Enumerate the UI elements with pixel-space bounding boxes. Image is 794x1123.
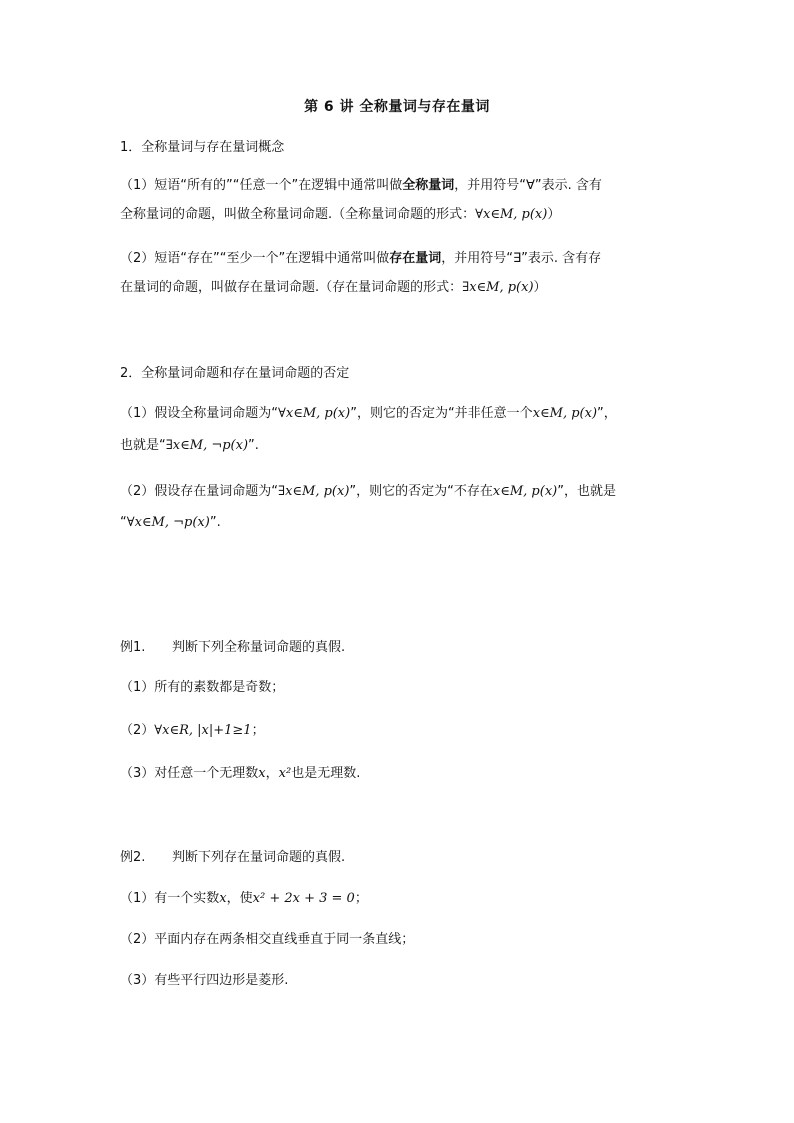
formula: ∀x∈R, |x|+1≥1	[154, 723, 252, 738]
text: “	[120, 515, 127, 530]
formula: x² + 2x + 3 = 0	[252, 891, 355, 906]
section-2-para-1-line-2	[120, 436, 680, 456]
text: ”，则它的否定为“不存在	[349, 484, 493, 499]
text: ；	[251, 723, 265, 738]
page-title: 第 6 讲 全称量词与存在量词	[304, 99, 490, 115]
example-label: 例2.	[120, 850, 146, 865]
example-2-item-3: （3）有些平行四边形是菱形.	[120, 973, 289, 988]
text: ”，	[597, 406, 617, 421]
text: ）	[547, 207, 561, 222]
section-1-para-1-line-1	[120, 176, 680, 196]
text: （2）	[120, 723, 155, 738]
text: ，使	[226, 891, 253, 906]
formula: ∀x∈M, p(x)	[278, 406, 351, 421]
text: （3）对任意一个无理数	[120, 766, 259, 781]
bold-term: 存在量词	[389, 251, 442, 266]
text: ；	[354, 891, 368, 906]
bold-term: 全称量词	[402, 178, 455, 193]
section-1-para-2-line-1	[120, 249, 680, 269]
formula: ∃x∈M, p(x)	[278, 484, 350, 499]
formula: x²	[278, 766, 292, 781]
text: ”，也就是	[557, 484, 616, 499]
formula: ∃x∈M, ¬p(x)	[165, 438, 249, 453]
section-1-para-2-line-2	[120, 278, 680, 298]
section-2-para-2-line-2	[120, 513, 680, 533]
example-1-item-1: （1）所有的素数都是奇数；	[120, 680, 285, 695]
formula: x∈M, p(x)	[532, 406, 598, 421]
section-1-para-1-line-2	[120, 205, 680, 225]
example-1-item-3	[120, 764, 680, 784]
text: （2）短语“存在”“至少一个”在逻辑中通常叫做	[120, 251, 390, 266]
text: （1）有一个实数	[120, 891, 220, 906]
example-prompt: 判断下列存在量词命题的真假.	[172, 850, 346, 865]
formula: x	[219, 891, 227, 906]
example-2-item-2: （2）平面内存在两条相交直线垂直于同一条直线；	[120, 932, 415, 947]
text: ”.	[248, 438, 259, 453]
text: ”.	[209, 515, 221, 530]
example-1-header	[120, 638, 680, 658]
text: （2）假设存在量词命题为“	[120, 484, 279, 499]
text: 也就是“	[120, 438, 166, 453]
formula: x	[258, 766, 266, 781]
text: ，并用符号“∀”表示. 含有	[454, 178, 602, 193]
section-2-heading: 2．全称量词命题和存在量词命题的否定	[120, 366, 350, 381]
text: 也是无理数.	[291, 766, 361, 781]
formula: ∀x∈M, p(x)	[475, 207, 548, 222]
text: ，并用符号“∃”表示. 含有存	[441, 251, 602, 266]
example-label: 例1.	[120, 640, 146, 655]
example-prompt: 判断下列全称量词命题的真假.	[172, 640, 346, 655]
formula: ∃x∈M, p(x)	[462, 280, 534, 295]
text: ）	[533, 280, 547, 295]
example-1-item-2	[120, 721, 680, 741]
section-1-heading: 1．全称量词与存在量词概念	[120, 140, 285, 155]
example-2-item-1	[120, 889, 680, 909]
text: 在量词的命题，叫做存在量词命题.（存在量词命题的形式：	[120, 280, 463, 295]
formula: ∀x∈M, ¬p(x)	[126, 515, 210, 530]
example-2-header	[120, 848, 680, 868]
formula: x∈M, p(x)	[492, 484, 558, 499]
text: （1）短语“所有的”“任意一个”在逻辑中通常叫做	[120, 178, 403, 193]
section-2-para-1-line-1	[120, 404, 680, 424]
text: （1）假设全称量词命题为“	[120, 406, 279, 421]
text: 全称量词的命题，叫做全称量词命题.（全称量词命题的形式：	[120, 207, 476, 222]
text: ，	[265, 766, 279, 781]
text: ”，则它的否定为“并非任意一个	[350, 406, 533, 421]
section-2-para-2-line-1	[120, 482, 680, 502]
